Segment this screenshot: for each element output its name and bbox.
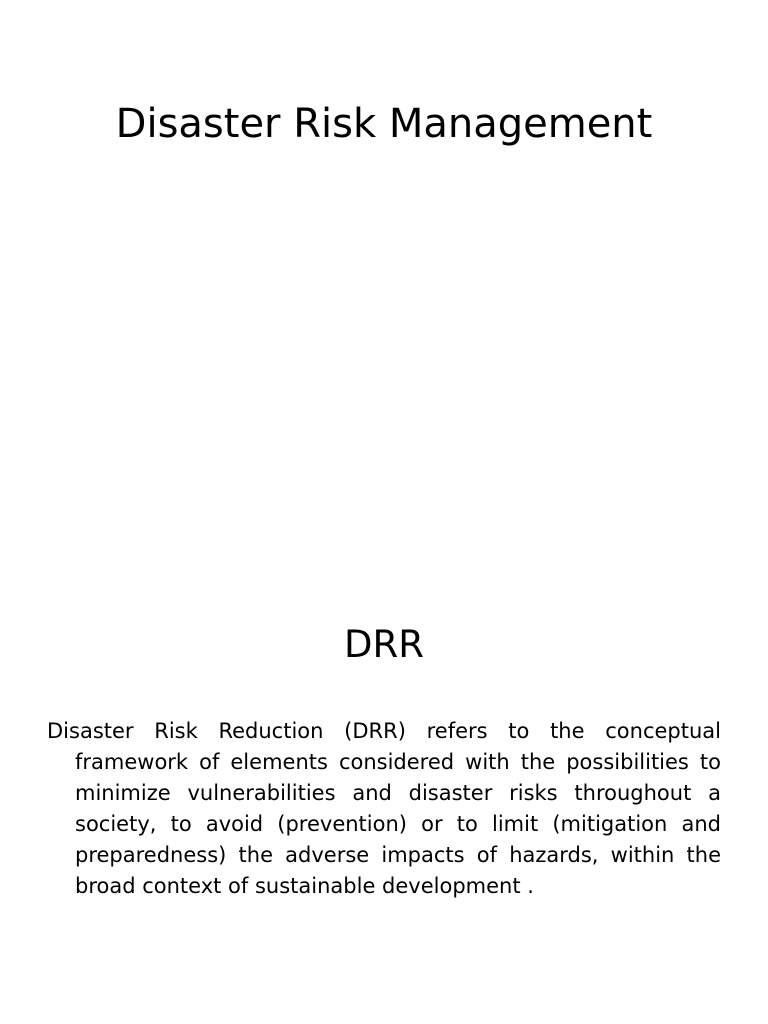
section-title: DRR bbox=[344, 623, 424, 666]
drr-definition-paragraph: Disaster Risk Reduction (DRR) refers to the conceptual framework of elements considered with the possibilities to minimize vulnerabilities and disaster risks throughout a society, to avoid (prevention) or to limit (mitigation and preparedness) the adverse impacts of hazards, within the broad context of sustainable development . bbox=[47, 719, 721, 898]
slide-drr bbox=[0, 512, 768, 1024]
slide-title: Disaster Risk Management bbox=[115, 101, 653, 147]
